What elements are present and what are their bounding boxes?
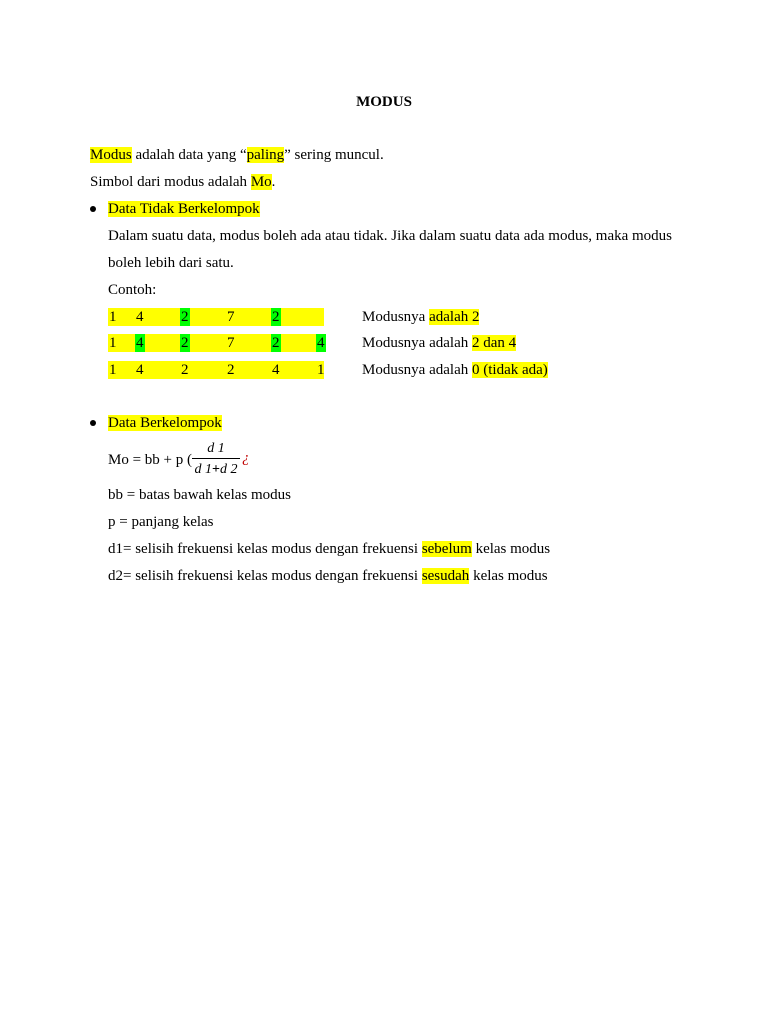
bullet-icon xyxy=(90,420,96,426)
text-run: Modusnya adalah xyxy=(362,335,472,351)
formula-fraction xyxy=(192,440,240,478)
definition-d2 xyxy=(108,567,548,585)
example-result xyxy=(362,361,548,379)
example-row xyxy=(108,334,324,352)
section-heading xyxy=(108,414,222,432)
definition-p: p = panjang kelas xyxy=(108,514,214,530)
highlight-word: 2 dan 4 xyxy=(471,335,517,351)
text-run: Simbol dari modus adalah xyxy=(90,174,251,190)
text-run: Modusnya adalah xyxy=(362,362,472,378)
text-run: d1= selisih frekuensi kelas modus dengan frekuensi xyxy=(108,541,422,557)
example-value: 2 xyxy=(227,362,235,378)
example-value: 2 xyxy=(181,335,189,351)
denominator-term: d 2 xyxy=(219,462,238,477)
definition-d1 xyxy=(108,540,550,558)
plus-operator: + xyxy=(212,462,220,477)
bullet-icon xyxy=(90,206,96,212)
example-value: 7 xyxy=(227,309,235,325)
highlight-word: sebelum xyxy=(421,541,472,557)
definition-line xyxy=(90,146,384,164)
example-value: 2 xyxy=(181,362,189,378)
text-run: Modusnya xyxy=(362,309,430,325)
highlight-word: sesudah xyxy=(421,568,470,584)
example-row xyxy=(108,308,324,326)
example-value: 4 xyxy=(317,335,325,351)
text-run: d2= selisih frekuensi kelas modus dengan frekuensi xyxy=(108,568,422,584)
text-run: . xyxy=(271,174,276,190)
example-value: 2 xyxy=(272,309,280,325)
example-label: Contoh: xyxy=(108,282,157,298)
definition-bb: bb = batas bawah kelas modus xyxy=(108,487,292,503)
page-title: MODUS xyxy=(356,94,412,110)
paragraph-line: boleh lebih dari satu. xyxy=(108,255,234,271)
example-value: 4 xyxy=(136,362,144,378)
example-value: 4 xyxy=(136,335,144,351)
highlight-word: Modus xyxy=(90,147,132,163)
example-value: 4 xyxy=(136,309,144,325)
denominator-term: d 1 xyxy=(194,462,212,477)
example-value: 7 xyxy=(227,335,235,351)
example-result xyxy=(362,334,516,352)
highlight-word: 0 (tidak ada) xyxy=(471,362,548,378)
example-value: 1 xyxy=(317,362,325,378)
error-glyph: ¿ xyxy=(242,450,250,466)
text-run: adalah data yang “ xyxy=(131,147,247,163)
example-value: 4 xyxy=(272,362,280,378)
example-value: 1 xyxy=(109,335,117,351)
fraction-denominator xyxy=(192,461,240,478)
text-run: ” sering muncul. xyxy=(284,147,384,163)
fraction-numerator: d 1 xyxy=(207,441,225,456)
paragraph-line: Dalam suatu data, modus boleh ada atau tidak. Jika dalam suatu data ada modus, maka modus xyxy=(108,228,673,244)
fraction-bar xyxy=(192,458,240,459)
symbol-line xyxy=(90,173,275,191)
example-row xyxy=(108,361,324,379)
formula-lhs: Mo = bb + p ( xyxy=(108,452,193,468)
text-run: kelas modus xyxy=(471,541,551,557)
example-value: 2 xyxy=(272,335,280,351)
section-heading-text: Data Tidak Berkelompok xyxy=(108,201,260,217)
highlight-word: Mo xyxy=(250,174,272,190)
highlight-word: paling xyxy=(246,147,285,163)
section-heading-text: Data Berkelompok xyxy=(108,415,222,431)
example-value: 2 xyxy=(181,309,189,325)
example-result xyxy=(362,308,479,326)
example-value: 1 xyxy=(109,362,117,378)
highlight-word: adalah 2 xyxy=(429,309,480,325)
text-run: kelas modus xyxy=(469,568,548,584)
section-heading xyxy=(108,200,260,218)
example-value: 1 xyxy=(109,309,117,325)
example-value xyxy=(316,308,318,326)
